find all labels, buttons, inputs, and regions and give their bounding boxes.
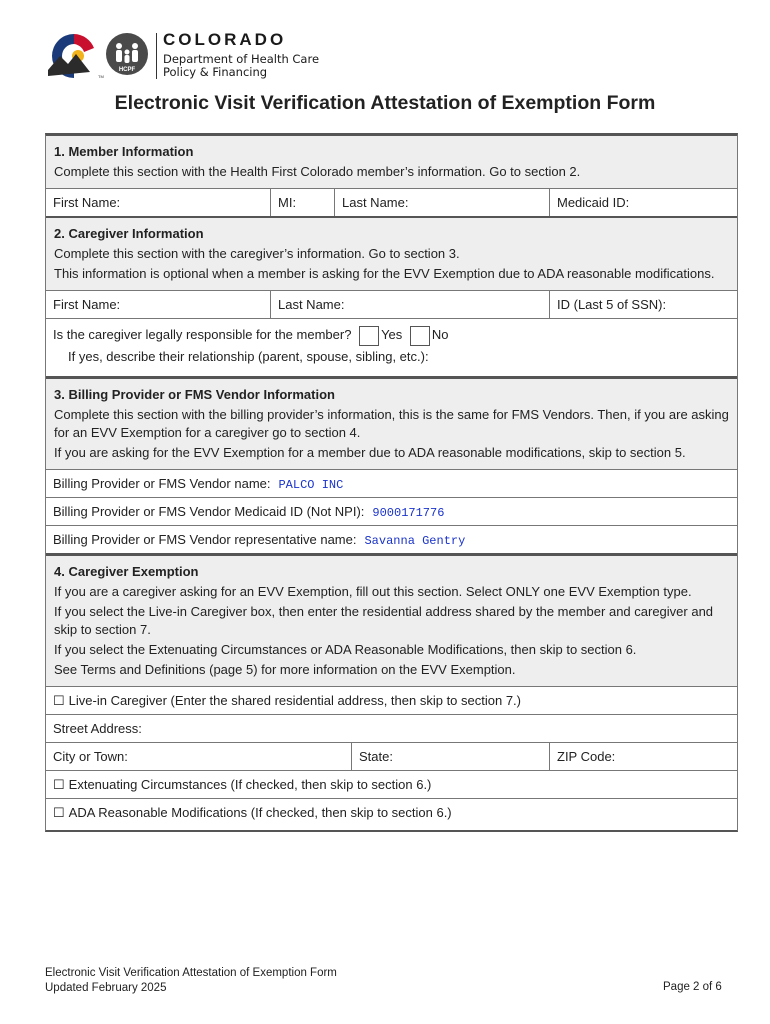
extenuating-label: Extenuating Circumstances (If checked, then skip to section 6.) xyxy=(68,777,432,792)
ada-checkbox[interactable]: ☐ xyxy=(53,805,65,820)
provider-name-value[interactable]: PALCO INC xyxy=(278,478,344,492)
live-in-caregiver-row xyxy=(46,686,737,714)
dept-line-2: Policy & Financing xyxy=(163,65,268,79)
legal-responsibility-block xyxy=(46,318,737,376)
section-2-note: This information is optional when a member is asking for the EVV Exemption due to ADA reasonable modifications. xyxy=(54,266,715,281)
ada-row xyxy=(46,798,737,830)
section-2-instruction: Complete this section with the caregiver’s information. Go to section 3. xyxy=(54,246,460,261)
yes-checkbox[interactable] xyxy=(359,326,379,346)
section-3-header xyxy=(46,376,737,469)
zip-field[interactable]: ZIP Code: xyxy=(549,743,737,770)
city-field[interactable]: City or Town: xyxy=(53,749,128,764)
hcpf-badge-text: HCPF xyxy=(118,67,136,73)
member-medicaid-id-field[interactable]: Medicaid ID: xyxy=(549,189,737,216)
trademark-text: TM xyxy=(98,74,104,79)
dept-line-1: Department of Health Care xyxy=(163,52,320,66)
member-info-row xyxy=(46,188,737,216)
provider-rep-label: Billing Provider or FMS Vendor representative name: xyxy=(53,532,357,547)
section-2-title: 2. Caregiver Information xyxy=(54,226,204,241)
provider-medicaid-label: Billing Provider or FMS Vendor Medicaid ID (Not NPI): xyxy=(53,504,365,519)
caregiver-ssn-field[interactable]: ID (Last 5 of SSN): xyxy=(549,291,737,318)
yes-label: Yes xyxy=(381,327,403,342)
provider-rep-row xyxy=(46,525,737,553)
section-1-title: 1. Member Information xyxy=(54,144,194,159)
extenuating-checkbox[interactable]: ☐ xyxy=(53,777,65,792)
exemption-form xyxy=(45,133,738,832)
section-3-title: 3. Billing Provider or FMS Vendor Information xyxy=(54,387,335,402)
member-mi-field[interactable]: MI: xyxy=(270,189,334,216)
city-state-zip-row xyxy=(46,742,737,770)
provider-rep-field[interactable] xyxy=(46,526,737,553)
provider-name-field[interactable] xyxy=(46,470,737,497)
ada-option[interactable] xyxy=(46,799,737,830)
footer-form-name: Electronic Visit Verification Attestation of Exemption Form xyxy=(45,967,337,979)
provider-medicaid-field[interactable] xyxy=(46,498,737,525)
section-4-paragraph-3: If you select the Extenuating Circumstances or ADA Reasonable Modifications, then skip to section 6. xyxy=(54,642,637,657)
live-in-label: Live-in Caregiver (Enter the shared residential address, then skip to section 7.) xyxy=(68,693,521,708)
section-2-header xyxy=(46,216,737,290)
org-name: COLORADO xyxy=(163,30,287,49)
live-in-checkbox[interactable]: ☐ xyxy=(53,693,65,708)
no-label: No xyxy=(431,327,449,342)
org-department xyxy=(163,53,319,79)
ada-label: ADA Reasonable Modifications (If checked, then skip to section 6.) xyxy=(68,805,452,820)
legal-question: Is the caregiver legally responsible for the member? xyxy=(53,327,352,342)
street-address-row xyxy=(46,714,737,742)
section-3-instruction: Complete this section with the billing provider’s information, this is the same for FMS Vendors. Then, if you are asking for an EVV Exemption for a caregiver go to section 4. xyxy=(54,407,729,440)
member-last-name-field[interactable]: Last Name: xyxy=(334,189,549,216)
relationship-prompt[interactable]: If yes, describe their relationship (parent, spouse, sibling, etc.): xyxy=(68,349,429,364)
provider-rep-value[interactable]: Savanna Gentry xyxy=(364,534,466,548)
extenuating-option[interactable] xyxy=(46,771,737,798)
section-4-paragraph-1: If you are a caregiver asking for an EVV Exemption, fill out this section. Select ONLY one EVV Exemption type. xyxy=(54,584,692,599)
provider-medicaid-row xyxy=(46,497,737,525)
no-checkbox[interactable] xyxy=(410,326,430,346)
caregiver-info-row xyxy=(46,290,737,318)
caregiver-first-name-field[interactable]: First Name: xyxy=(53,297,121,312)
state-field[interactable]: State: xyxy=(351,743,549,770)
footer-info xyxy=(45,966,337,996)
footer-updated: Updated February 2025 xyxy=(45,982,167,994)
section-4-header xyxy=(46,553,737,686)
provider-medicaid-value[interactable]: 9000171776 xyxy=(372,506,445,520)
provider-name-label: Billing Provider or FMS Vendor name: xyxy=(53,476,271,491)
extenuating-row xyxy=(46,770,737,798)
section-3-note: If you are asking for the EVV Exemption for a member due to ADA reasonable modifications, skip to section 5. xyxy=(54,445,686,460)
caregiver-last-name-field[interactable]: Last Name: xyxy=(270,291,549,318)
legal-question-line xyxy=(53,324,730,346)
page-number: Page 2 of 6 xyxy=(663,981,722,993)
section-1-header xyxy=(46,136,737,188)
provider-name-row xyxy=(46,469,737,497)
section-4-paragraph-2: If you select the Live-in Caregiver box, then enter the residential address shared by the member and caregiver and skip to section 7. xyxy=(54,604,714,637)
form-title: Electronic Visit Verification Attestation of Exemption Form xyxy=(114,92,656,114)
street-address-field[interactable]: Street Address: xyxy=(53,721,142,736)
section-1-instruction: Complete this section with the Health First Colorado member’s information. Go to section 2. xyxy=(54,164,581,179)
section-4-paragraph-4: See Terms and Definitions (page 5) for more information on the EVV Exemption. xyxy=(54,662,516,677)
live-in-caregiver-option[interactable] xyxy=(46,687,737,714)
member-first-name-field[interactable]: First Name: xyxy=(53,195,121,210)
section-4-title: 4. Caregiver Exemption xyxy=(54,564,199,579)
colorado-c-icon xyxy=(48,34,94,78)
logo-divider xyxy=(156,33,157,79)
